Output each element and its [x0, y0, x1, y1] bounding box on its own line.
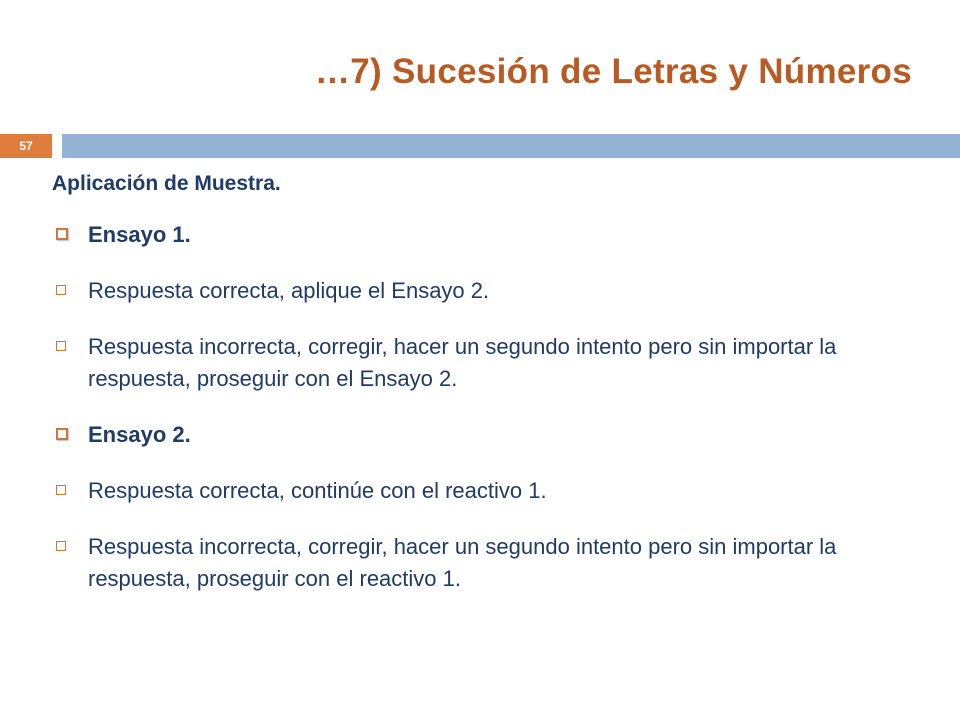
- slide-subtitle: Aplicación de Muestra.: [52, 172, 281, 195]
- list-item-text: Ensayo 2.: [88, 422, 191, 448]
- list-item-ensayo-2: [52, 419, 922, 451]
- list-item: [52, 475, 922, 507]
- list-item-text: Respuesta correcta, aplique el Ensayo 2.: [88, 278, 490, 304]
- page-number-badge: [0, 134, 52, 158]
- square-bullet-icon: [56, 228, 68, 240]
- slide-title: …7) Sucesión de Letras y Números: [314, 52, 912, 91]
- square-bullet-icon: [56, 428, 68, 440]
- list-item-text: Ensayo 1.: [88, 222, 191, 248]
- list-item: [52, 531, 922, 595]
- list-item-text: Respuesta incorrecta, corregir, hacer un segundo intento pero sin importar la respuesta, proseguir con el reactivo 1.: [88, 534, 837, 592]
- header-bar: [62, 134, 960, 158]
- list-item: [52, 275, 922, 307]
- list-item: [52, 331, 922, 395]
- square-bullet-icon: [56, 485, 66, 495]
- square-bullet-icon: [56, 285, 66, 295]
- list-item-text: Respuesta incorrecta, corregir, hacer un segundo intento pero sin importar la respuesta, proseguir con el Ensayo 2.: [88, 334, 837, 392]
- slide-content: [52, 170, 922, 619]
- page-number: 57: [19, 139, 33, 153]
- bullet-list: [52, 219, 922, 595]
- square-bullet-icon: [56, 541, 66, 551]
- list-item-ensayo-1: [52, 219, 922, 251]
- square-bullet-icon: [56, 341, 66, 351]
- list-item-text: Respuesta correcta, continúe con el reactivo 1.: [88, 478, 547, 504]
